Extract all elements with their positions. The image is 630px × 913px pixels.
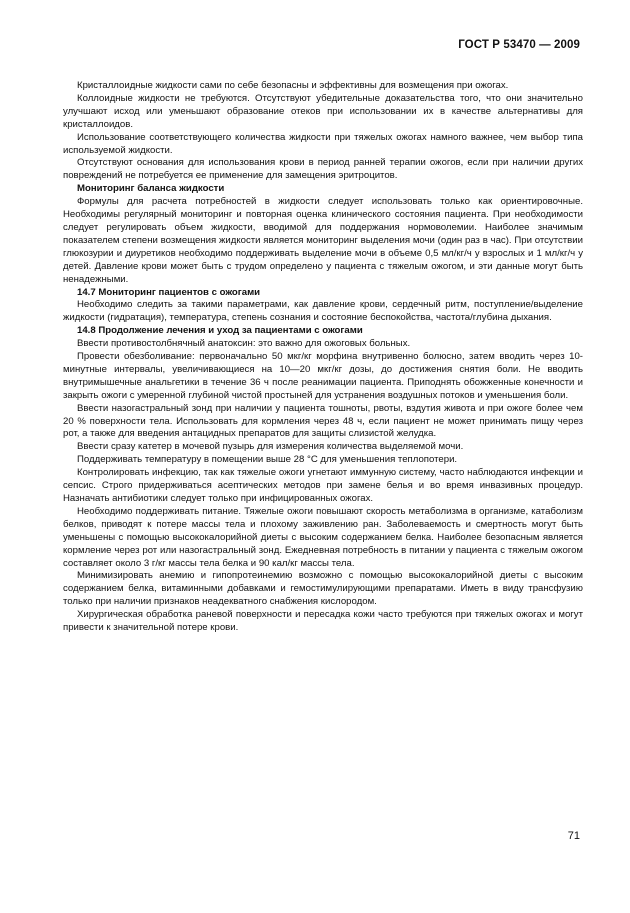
paragraph: Провести обезболивание: первоначально 50 мкг/кг морфина внутривенно болюсно, затем вводить через 10-минутные интервалы, увеличивающиеся на 10—20 мкг/кг дозы, до достижения снятия боли. Не вводить внутримышечные анальгетики в течение 36 ч после реанимации пациента. Приподнять обожженные конечности и закрыть ожоги с умеренной глубиной чистой простыней для устранения воздушных потоков и уменьшения боли.	[63, 351, 583, 401]
paragraph: Поддерживать температуру в помещении выше 28 °С для уменьшения теплопотери.	[77, 454, 458, 466]
page-number: 71	[567, 830, 580, 842]
paragraph: Хирургическая обработка раневой поверхности и пересадка кожи часто требуются при тяжелых ожогах и могут привести к значительной потере крови.	[63, 609, 583, 634]
section-heading: 14.7 Мониторинг пациентов с ожогами	[77, 286, 261, 298]
paragraph: Необходимо следить за такими параметрами, как давление крови, сердечный ритм, поступление/выделение жидкости (гидратация), температура, степень сознания и состояние беспокойства, частота/глубина дыхания.	[63, 299, 583, 324]
paragraph: Кристаллоидные жидкости сами по себе безопасны и эффективны для возмещения при ожогах.	[77, 80, 509, 91]
paragraph: Минимизировать анемию и гипопротеинемию возможно с помощью высококалорийной диеты с высоким содержанием белка, витаминными добавками и гемостимулирующими препаратами. Иметь в виду трансфузию только при наличии признаков неадекватного снабжения кислородом.	[63, 570, 583, 608]
paragraph: Формулы для расчета потребностей в жидкости следует использовать только как ориентировочные. Необходимы регулярный мониторинг и повторная оценка клинического состояния пациента. При необходимости следует регулировать объем жидкости, вводимой для поддержания нормоволемии. Наиболее значимым показателем степени возмещения жидкости является мониторинг выделения мочи (один раз в час). При отсутствии глюкозурии и диуретиков необходимо поддерживать выделение мочи в объеме 0,5 мл/кг/ч у взрослых и 1 мл/кг/ч у детей. Давление крови может быть с трудом определено у пациента с тяжелым ожогом, и эти данные могут быть ненадежными.	[63, 196, 583, 285]
section-heading: Мониторинг баланса жидкости	[77, 183, 225, 195]
paragraph: Контролировать инфекцию, так как тяжелые ожоги угнетают иммунную систему, часто наблюдаются инфекции и сепсис. Строго придерживаться асептических методов при замене белья и во время инвазивных процедур. Назначать антибиотики следует только при инфицированных ожогах.	[63, 467, 583, 504]
paragraph: Отсутствуют основания для использования крови в период ранней терапии ожогов, если при наличии других повреждений не потребуется ее применение для замещения эритроцитов.	[63, 157, 583, 182]
paragraph: Ввести назогастральный зонд при наличии у пациента тошноты, рвоты, вздутия живота и при ожоге более чем 20 % поверхности тела. Использовать для кормления через 48 ч, если пациент не может принимать пищу через рот, а также для введения антацидных препаратов для защиты слизистой желудка.	[63, 402, 583, 440]
paragraph: Ввести противостолбнячный анатоксин: это важно для ожоговых больных.	[77, 338, 411, 350]
document-body	[63, 80, 583, 635]
paragraph: Необходимо поддерживать питание. Тяжелые ожоги повышают скорость метаболизма в организме, катаболизм белков, приводят к потере массы тела и плохому заживлению ран. Заболеваемость и смертность могут быть уменьшены с помощью высококалорийной диеты с высоким содержанием белка. Наиболее безопасным является кормление через рот или назогастральный зонд. Ежедневная потребность в питании у пациента с тяжелым ожогом составляет около 3 г/кг массы тела белка и 90 кал/кг массы тела.	[63, 505, 583, 569]
paragraph: Коллоидные жидкости не требуются. Отсутствуют убедительные доказательства того, что они значительно улучшают исход или уменьшают образование отеков при использовании их в качестве альтернативы для кристаллоидов.	[63, 92, 583, 130]
paragraph: Использование соответствующего количества жидкости при тяжелых ожогах намного важнее, чем выбор типа используемой жидкости.	[63, 131, 583, 156]
document-header: ГОСТ Р 53470 — 2009	[458, 39, 580, 51]
paragraph: Ввести сразу катетер в мочевой пузырь для измерения количества выделяемой мочи.	[77, 441, 464, 453]
section-heading: 14.8 Продолжение лечения и уход за пациентами с ожогами	[77, 325, 363, 337]
